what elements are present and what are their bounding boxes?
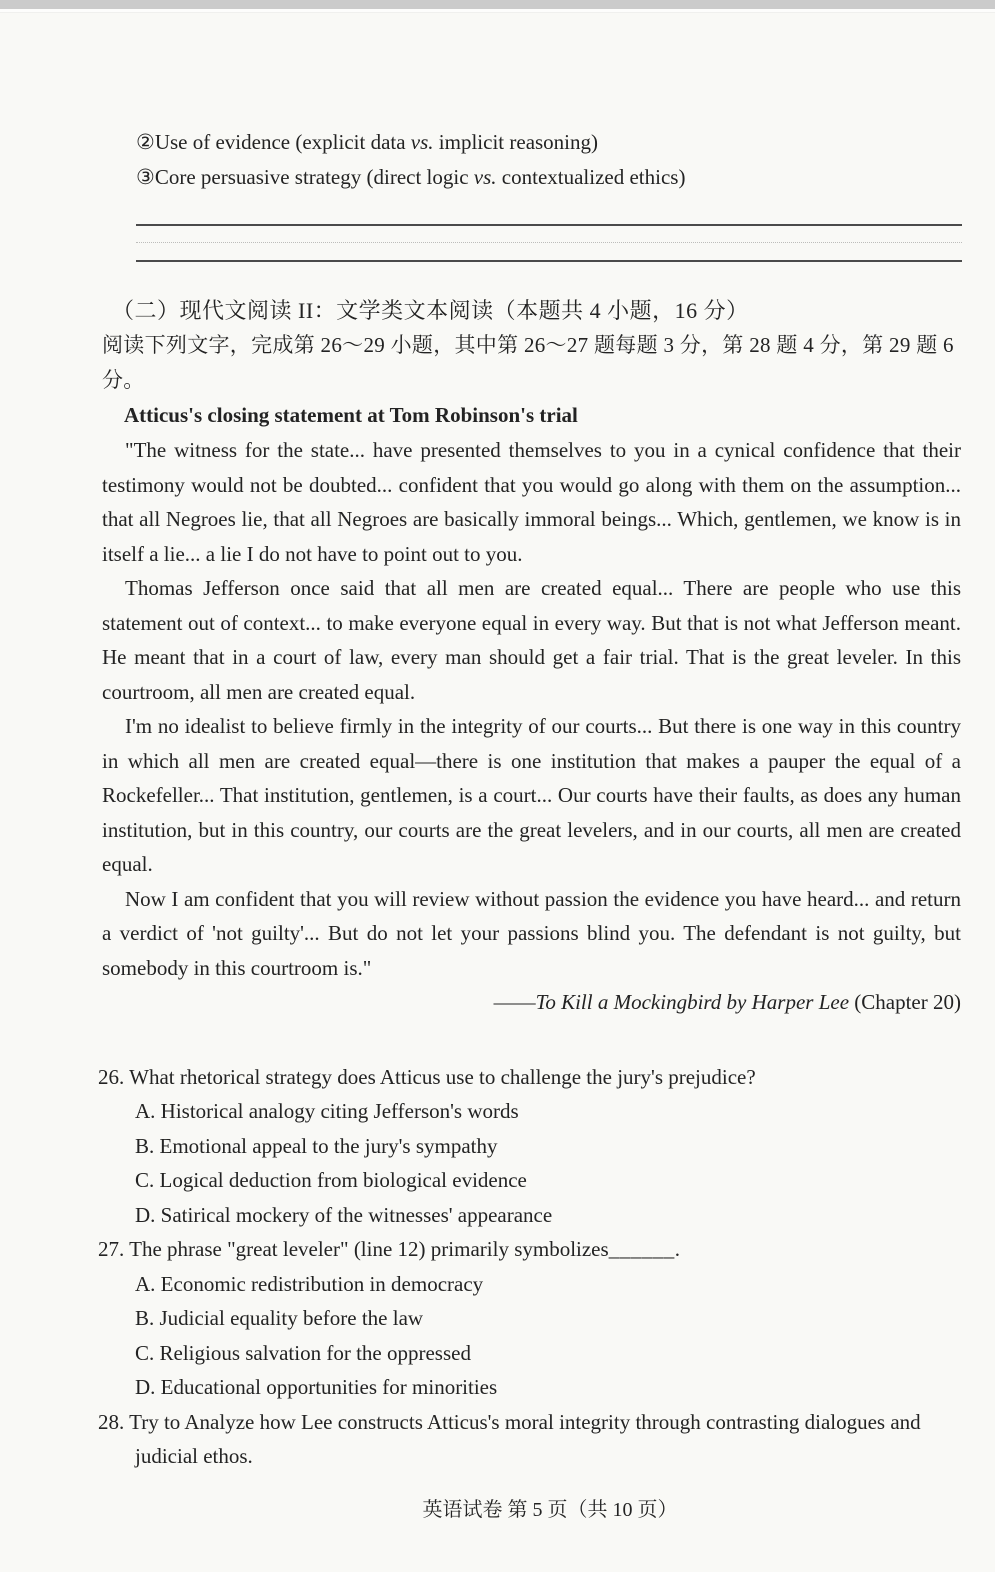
analysis-point-strategy-vs: vs.: [473, 165, 497, 189]
question-26-option-c: C. Logical deduction from biological evidence: [135, 1168, 527, 1192]
analysis-point-evidence-post: implicit reasoning): [433, 130, 599, 154]
passage-paragraph-1: "The witness for the state... have presented themselves to you in a cynical confidence that their testimony would not be doubted... confident that you would go along with them on the assumption... that all Negroes lie, that all Negroes are basically immoral beings... Which, gentlemen, we know is in itself a lie... a lie I do not have to point out to you.: [102, 438, 961, 566]
analysis-point-strategy-post: contextualized ethics): [496, 165, 686, 189]
passage-paragraph-3: I'm no idealist to believe firmly in the integrity of our courts... But there is one way in this country in which all men are created equal—there is one institution that makes a pauper the equal of a Rockefeller... That institution, gentlemen, is a court... Our courts have their faults, as does any human institution, but in this country, our courts are the great levelers, and in our courts, all men are created equal.: [102, 714, 961, 876]
question-28: [98, 1405, 961, 1474]
question-27-option-c: C. Religious salvation for the oppressed: [135, 1340, 471, 1365]
analysis-point-strategy: [136, 160, 961, 195]
scan-noise-line: [136, 242, 962, 243]
question-26: [98, 1060, 961, 1233]
question-26-text: What rhetorical strategy does Atticus use to challenge the jury's prejudice?: [129, 1064, 756, 1089]
question-28-text: Try to Analyze how Lee constructs Atticus's moral integrity through contrasting dialogues and judicial ethos.: [129, 1409, 921, 1468]
analysis-point-evidence: [136, 125, 961, 160]
question-26-option-d: D. Satirical mockery of the witnesses' appearance: [135, 1202, 553, 1227]
analysis-point-evidence-pre: ②Use of evidence (explicit data: [136, 130, 411, 154]
answer-line-1: [136, 224, 962, 226]
question-28-stem: [98, 1405, 961, 1474]
question-26-number: 26.: [98, 1064, 125, 1089]
scan-top-bar: [0, 0, 995, 9]
question-27-option-a: A. Economic redistribution in democracy: [135, 1271, 484, 1296]
question-26-option-a: A. Historical analogy citing Jefferson's words: [135, 1099, 519, 1123]
question-27-option-b: B. Judicial equality before the law: [135, 1306, 424, 1330]
analysis-point-strategy-pre: ③Core persuasive strategy (direct logic: [136, 165, 474, 189]
question-28-number: 28.: [98, 1409, 125, 1434]
passage-paragraph-2: Thomas Jefferson once said that all men are created equal... There are people who use this statement out of context... to make everyone equal in every way. But that is not what Jefferson meant. He meant that in a court of law, every man should get a fair trial. That is the great leveler. In this courtroom, all men are created equal.: [102, 576, 961, 704]
section-heading: （二）现代文阅读 II：文学类文本阅读（本题共 4 小题，16 分）: [112, 298, 749, 323]
question-27-period: .: [674, 1237, 680, 1261]
page-footer: 英语试卷 第 5 页（共 10 页）: [422, 1498, 678, 1521]
answer-area: [136, 224, 962, 262]
question-27-option-d: D. Educational opportunities for minorities: [135, 1375, 498, 1399]
attribution-book-title: To Kill a Mockingbird by Harper Lee: [535, 990, 850, 1014]
question-26-stem: [98, 1060, 961, 1095]
answer-line-2: [136, 260, 962, 262]
section-instruction: 阅读下列文字，完成第 26～29 小题，其中第 26～27 题每题 3 分，第 28 题 4 分，第 29 题 6 分。: [102, 333, 954, 392]
analysis-point-evidence-vs: vs.: [410, 130, 434, 154]
question-27-text: The phrase "great leveler" (line 12) primarily symbolizes: [129, 1237, 609, 1261]
question-27: [98, 1232, 961, 1405]
question-26-option-b: B. Emotional appeal to the jury's sympathy: [135, 1133, 498, 1158]
question-27-number: 27.: [98, 1237, 125, 1261]
attribution-dash: ——: [493, 990, 536, 1014]
passage-title: Atticus's closing statement at Tom Robinson's trial: [124, 403, 578, 427]
exam-paper-content: [0, 13, 995, 1528]
question-27-stem: [98, 1232, 961, 1267]
attribution-chapter: (Chapter 20): [849, 990, 961, 1014]
question-27-blank: ______: [608, 1237, 675, 1261]
passage-attribution: [102, 985, 961, 1020]
passage-paragraph-4: Now I am confident that you will review without passion the evidence you have heard... and return a verdict of 'not guilty'... But do not let your passions blind you. The defendant is not guilty, but somebody in this courtroom is.": [102, 886, 961, 980]
